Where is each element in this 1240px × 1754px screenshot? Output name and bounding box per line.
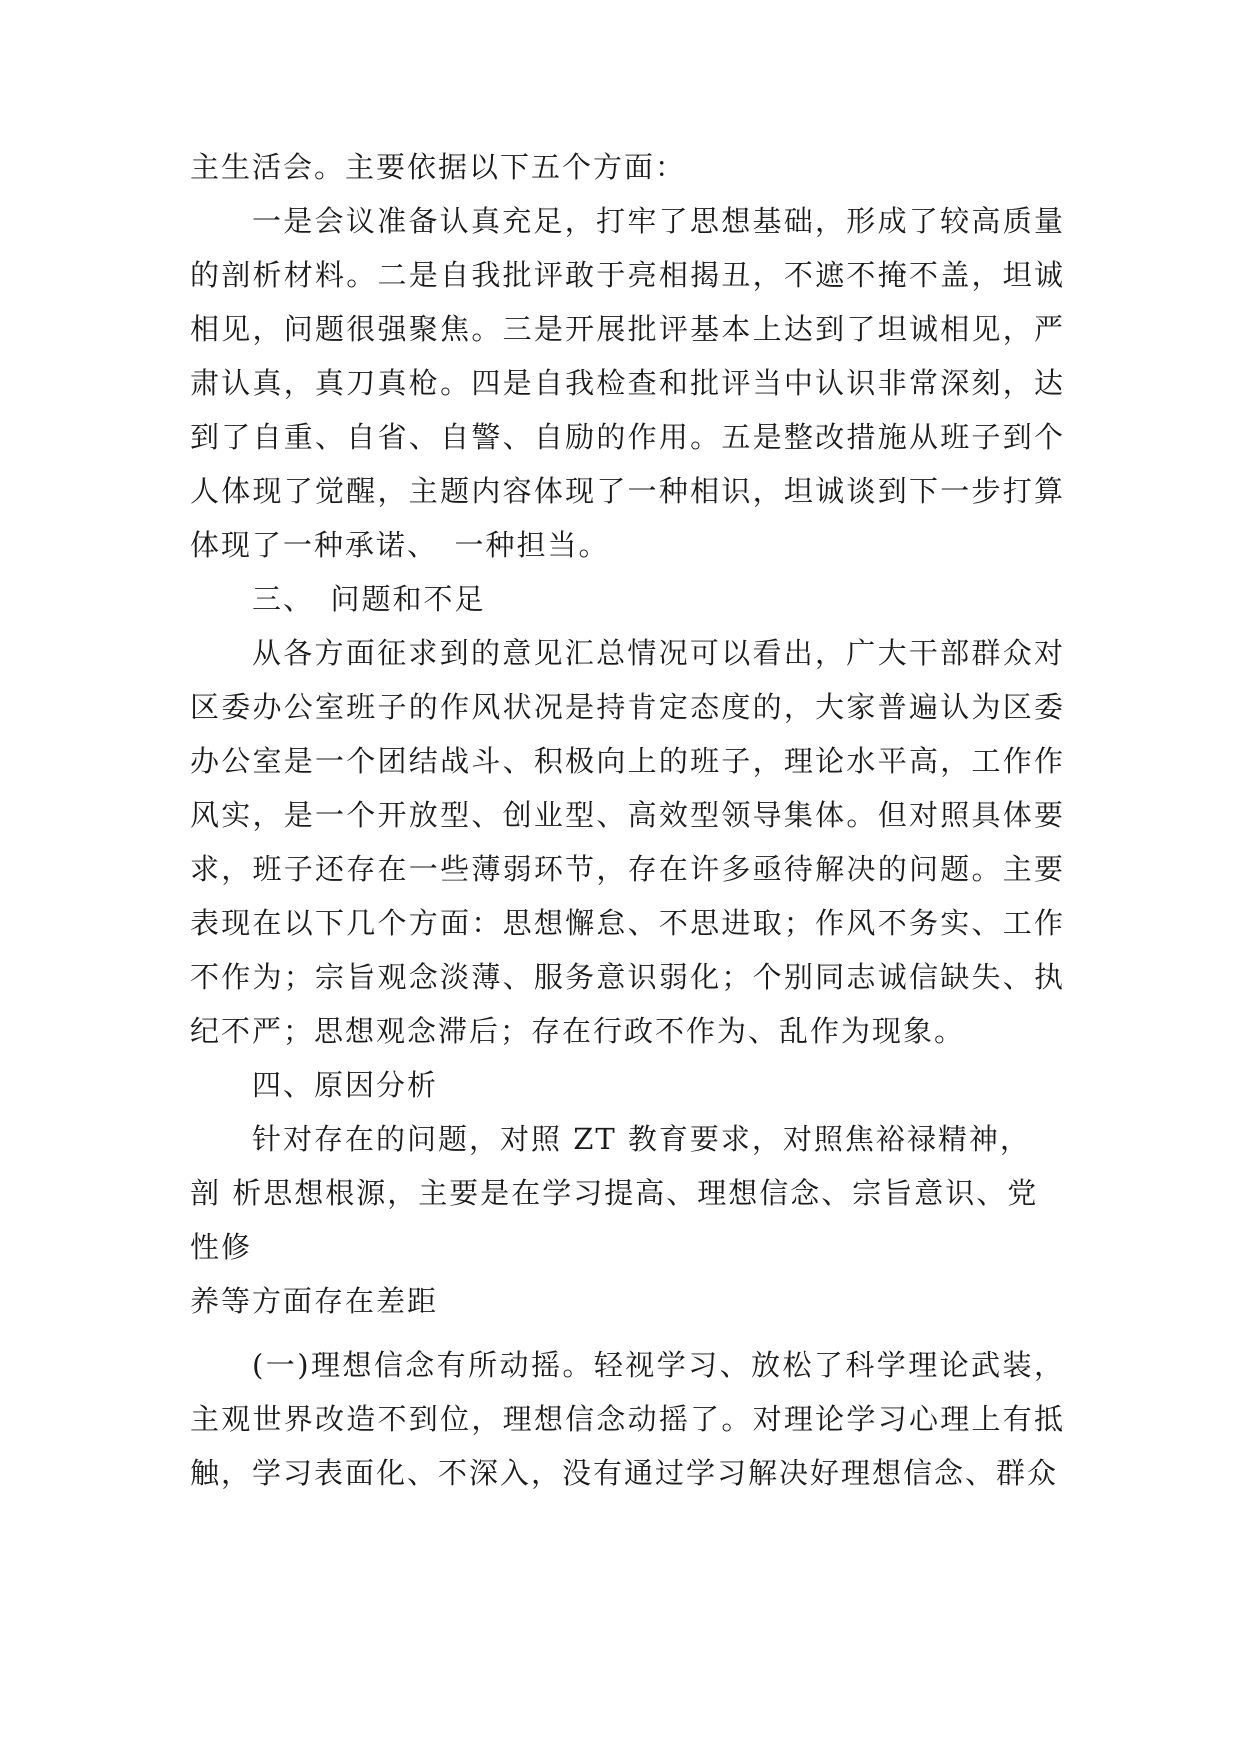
- paragraph-problems: 从各方面征求到的意见汇总情况可以看出，广大干部群众对区委办公室班子的作风状况是持肯定态度的，大家普遍认为区委办公室是一个团结战斗、积极向上的班子，理论水平高，工作作风实，是一个开放型、创业型、高效型领导集体。但对照具体要求，班子还存在一些薄弱环节，存在许多亟待解决的问题。主要表现在以下几个方面：思想懈怠、不思进取；作风不务实、工作不作为；宗旨观念淡薄、服务意识弱化；个别同志诚信缺失、执纪不严；思想观念滞后；存在行政不作为、乱作为现象。: [190, 636, 1065, 1048]
- paragraph-ideals-beliefs: (一)理想信念有所动摇。轻视学习、放松了科学理论武装，主观世界改造不到位，理想信念动摇了。对理论学习心理上有抵触，学习表面化、不深入，没有通过学习解决好理想信念、群众: [190, 1348, 1065, 1490]
- paragraph-five-aspects: 一是会议准备认真充足，打牢了思想基础，形成了较高质量的剖析材料。二是自我批评敢于亮相揭丑，不遮不掩不盖，坦诚相见，问题很强聚焦。三是开展批评基本上达到了坦诚相见，严肃认真，真刀真枪。四是自我检查和批评当中认识非常深刻，达到了自重、自省、自警、自励的作用。五是整改措施从班子到个人体现了觉醒，主题内容体现了一种相识，坦诚谈到下一步打算体现了一种承诺、 一种担当。: [190, 204, 1065, 562]
- section-heading-problems: 三、 问题和不足: [252, 582, 486, 616]
- section-heading-cause-analysis: 四、原因分析: [252, 1068, 439, 1102]
- paragraph-cause-line-1: 针对存在的问题，对照 ZT 教育要求，对照焦裕禄精神，: [252, 1122, 1031, 1156]
- paragraph-cause-line-2: 剖 析思想根源，主要是在学习提高、理想信念、宗旨意识、党: [190, 1176, 1039, 1210]
- paragraph-intro-continuation: 主生活会。主要依据以下五个方面：: [190, 150, 687, 184]
- document-body: [190, 140, 1065, 1500]
- paragraph-cause-line-4: 养等方面存在差距: [190, 1284, 439, 1318]
- paragraph-cause-line-3: 性修: [190, 1230, 253, 1264]
